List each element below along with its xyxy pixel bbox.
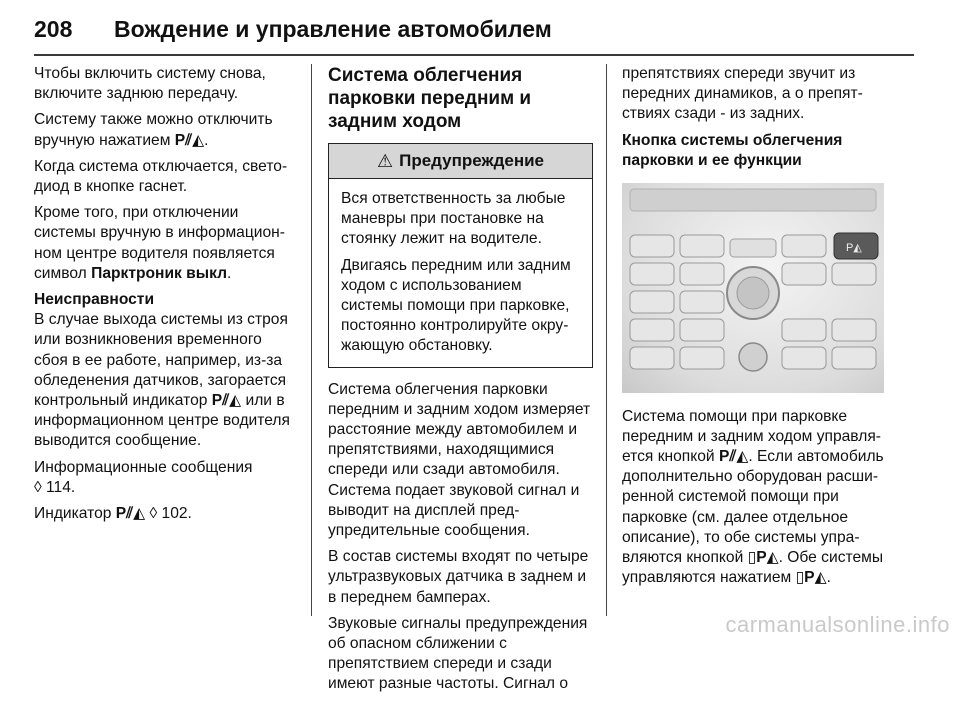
page-number: 208 (34, 16, 73, 42)
advanced-park-assist-icon: ▯P◭ (747, 549, 779, 567)
paragraph: Кроме того, при отключении системы вручную в информационном центре водителя появляется символ Парктроник выкл. (34, 204, 285, 282)
column-divider (606, 64, 607, 616)
center-console-photo (622, 183, 884, 393)
center-console-illustration (622, 183, 884, 393)
page-reference: ◊ 102. (149, 505, 192, 523)
warning-title: Предупреждение (399, 150, 544, 170)
paragraph (34, 310, 300, 451)
paragraph-text: . Обе системы управляются нажатием (622, 549, 884, 587)
paragraph (34, 458, 300, 498)
paragraph-text: Индикатор (34, 505, 112, 523)
column-right (622, 64, 890, 594)
page-title: Вождение и управление автомобилем (114, 16, 552, 42)
paragraph-text: Информационные сообщения (34, 458, 253, 476)
paragraph: Когда система отключается, светодиод в кнопке гаснет. (34, 157, 288, 196)
park-pilot-icon: P⫽◭ (174, 131, 205, 149)
section-subheading: Неисправности (34, 291, 155, 309)
message-label: Парктроник выкл (91, 264, 227, 282)
paragraph-text: . Если автомобиль дополнительно оборудован расширенной системой помощи при парковке (см. далее отдельное описание), то обе системы управляются кнопкой (622, 448, 884, 567)
park-pilot-icon: P⫽◭ (211, 392, 242, 410)
paragraph-text: В случае выхода системы из строя или возникновения временного сбоя в ее работе, например, из-за обледенения датчиков, загорается контрольный индикатор (34, 311, 288, 410)
paragraph (34, 504, 300, 524)
section-heading: Кнопка системы облегчения парковки и ее функции (622, 131, 843, 169)
advanced-park-assist-icon: ▯P◭ (795, 569, 827, 587)
warning-body (329, 179, 592, 367)
page-header (34, 14, 914, 56)
paragraph: В состав системы входят по четыре ультразвуковых датчика в заднем и в переднем бамперах. (328, 548, 589, 606)
paragraph: Звуковые сигналы предупреждения об опасном сближении с препятствием спереди и сзади имеют разные частоты. Сигнал о (328, 614, 588, 693)
paragraph: Чтобы включить систему снова, включите заднюю передачу. (34, 65, 266, 103)
paragraph: препятствиях спереди звучит из передних динамиков, а о препятствиях сзади - из задних. (622, 65, 863, 123)
park-pilot-icon: P⫽◭ (115, 505, 146, 523)
svg-text:P◭: P◭ (846, 241, 862, 254)
watermark: carmanualsonline.info (725, 612, 950, 637)
warning-text: Вся ответственность за любые маневры при постановке на стоянку лежит на водителе. (341, 190, 566, 248)
park-pilot-icon: P⫽◭ (718, 448, 749, 466)
paragraph-text: Кроме того, при отключении системы вручную в информационном центре водителя появляется символ (34, 204, 285, 282)
paragraph-text: или в информационном центре водителя выводится сообщение. (34, 392, 290, 450)
paragraph: Система облегчения парковки передним и задним ходом измеряет расстояние между автомобилем и препятствиями, находящимися спереди или сзади автомобиля. Система подает звуковой сигнал и выводит на дисплей предупредительные сообщения. (328, 380, 591, 540)
paragraph: Система помощи при парковке передним и задним ходом управляется кнопкой P⫽◭. Если автомобиль дополнительно оборудован расширенной системой помощи при парковке (см. далее отдельное описание), то обе системы управляются кнопкой ▯P◭. Обе системы управляются нажатием ▯P◭. (622, 407, 884, 587)
paragraph-text: Систему также можно отключить вручную нажатием (34, 111, 273, 149)
paragraph: Систему также можно отключить вручную нажатием P⫽◭. (34, 111, 273, 149)
column-left (34, 64, 300, 530)
warning-text: Двигаясь передним или задним ходом с использованием системы помощи при парковке, постоянно контролируйте окружающую обстановку. (341, 256, 571, 355)
warning-box (328, 143, 593, 368)
page-reference: ◊ 114. (34, 478, 76, 496)
section-heading: Система облегчения парковки передним и задним ходом (328, 65, 532, 132)
column-divider (311, 64, 312, 616)
column-middle (328, 64, 593, 701)
paragraph-text: Система помощи при парковке передним и задним ходом управляется кнопкой (622, 407, 881, 466)
warning-triangle-icon: ⚠ (376, 150, 394, 171)
warning-header (329, 144, 592, 179)
